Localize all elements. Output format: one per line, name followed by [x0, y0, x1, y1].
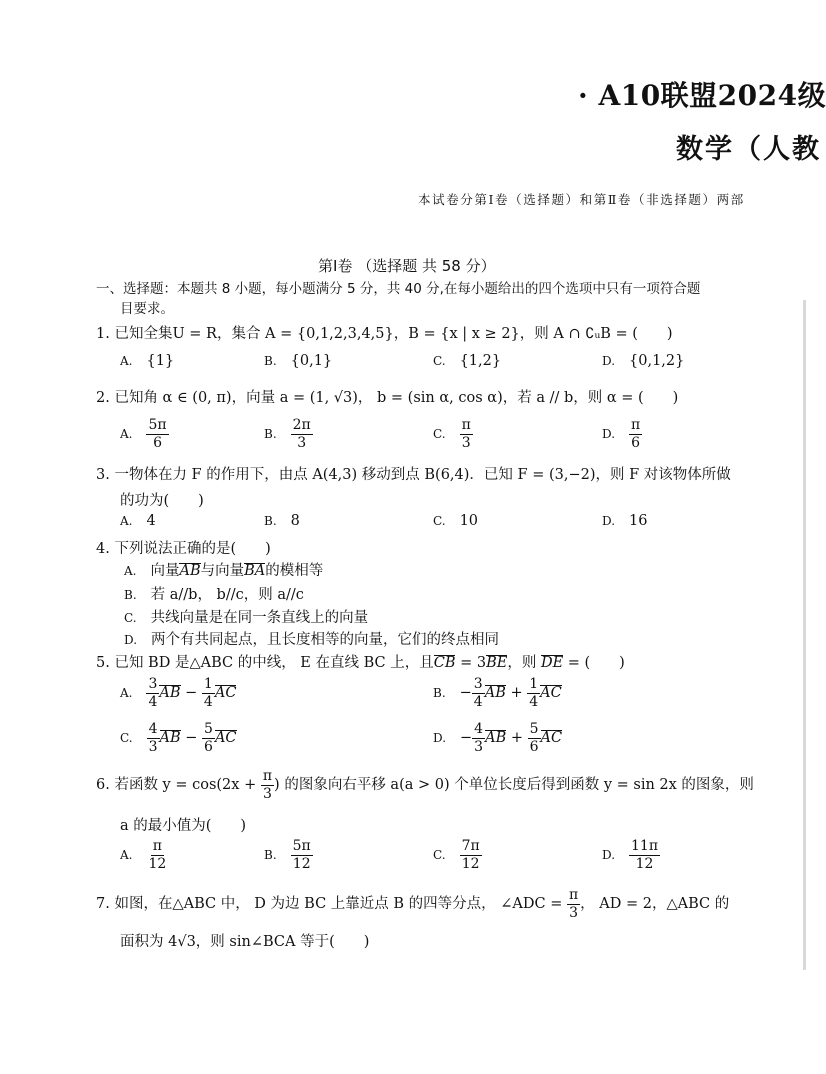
- q6-option-d: D. $\frac{11\pi}{12}$: [602, 838, 659, 872]
- q1-option-b: B. {0,1}: [264, 353, 333, 369]
- section-title: 第Ⅰ卷 （选择题 共 58 分）: [318, 257, 496, 275]
- page-edge-shadow: [803, 300, 806, 970]
- q6-option-c: C. $\frac{7\pi}{12}$: [433, 838, 480, 872]
- question-7-cont: 面积为 4√3，则 sin∠BCA 等于( ): [120, 934, 370, 950]
- part-instruction: 一、选择题：本题共 8 小题，每小题满分 5 分，共 40 分,在每小题给出的四个选项中只有一项符合题: [96, 281, 701, 297]
- q3-option-c: C. 10: [433, 513, 479, 529]
- question-5: 5. 已知 BD 是△ABC 的中线， E 在直线 BC 上，且CB = 3BE，则 DE = ( ): [96, 655, 625, 671]
- q2-option-d: D. $\frac{\pi}{6}$: [602, 417, 641, 451]
- q4-option-b: B. 若 a//b， b//c，则 a//c: [124, 587, 304, 603]
- q6-option-a: A. $\frac{\pi}{12}$: [120, 838, 167, 872]
- question-6: 6. 若函数 y = cos(2x + $\frac{\pi}{3}$ ) 的图象向右平移 a(a > 0) 个单位长度后得到函数 y = sin 2x 的图象，则: [96, 768, 754, 802]
- exam-note: 本试卷分第Ⅰ卷（选择题）和第Ⅱ卷（非选择题）两部: [418, 192, 745, 207]
- q3-option-b: B. 8: [264, 513, 300, 529]
- q6-option-b: B. $\frac{5\pi}{12}$: [264, 838, 311, 872]
- q5-option-d: D. − $\frac{4}{3}$ AB + $\frac{5}{6}$ AC: [433, 721, 563, 755]
- question-4: 4. 下列说法正确的是( ): [96, 541, 271, 557]
- question-2: 2. 已知角 α ∈ (0, π)，向量 a = (1, √3)， b = (sin α, cos α)，若 a // b，则 α = ( ): [96, 390, 679, 406]
- q5-option-b: B. − $\frac{3}{4}$ AB + $\frac{1}{4}$ AC: [433, 676, 562, 710]
- question-3: 3. 一物体在力 F 的作用下，由点 A(4,3) 移动到点 B(6,4)．已知 F = (3,−2)，则 F 对该物体所做: [96, 467, 731, 483]
- q5-option-c: C. $\frac{4}{3}$ AB − $\frac{5}{6}$ AC: [120, 721, 237, 755]
- question-3-cont: 的功为( ): [120, 493, 204, 509]
- q1-option-a: A. {1}: [120, 353, 175, 369]
- q5-option-a: A. $\frac{3}{4}$ AB − $\frac{1}{4}$ AC: [120, 676, 237, 710]
- exam-subject: 数学（人教: [676, 134, 821, 165]
- question-7: 7. 如图，在△ABC 中， D 为边 BC 上靠近点 B 的四等分点， ∠ADC = $\frac{\pi}{3}$ ， AD = 2，△ABC 的: [96, 887, 730, 921]
- exam-title: · A10联盟2024级: [578, 79, 826, 112]
- q3-option-d: D. 16: [602, 513, 648, 529]
- q1-option-c: C. {1,2}: [433, 353, 502, 369]
- q4-option-d: D. 两个有共同起点，且长度相等的向量，它们的终点相同: [124, 632, 500, 648]
- q1-option-d: D. {0,1,2}: [602, 353, 685, 369]
- question-1: 1. 已知全集U = R，集合 A = {0,1,2,3,4,5}，B = {x | x ≥ 2}，则 A ∩ ∁ᵤB = ( ): [96, 326, 673, 342]
- q2-option-c: C. $\frac{\pi}{3}$: [433, 417, 471, 451]
- q2-option-a: A. $\frac{5\pi}{6}$: [120, 417, 167, 451]
- question-6-cont: a 的最小值为( ): [120, 818, 247, 834]
- q4-option-c: C. 共线向量是在同一条直线上的向量: [124, 610, 369, 626]
- q3-option-a: A. 4: [120, 513, 156, 529]
- q4-option-a: A. 向量AB与向量BA的模相等: [124, 563, 324, 579]
- q2-option-b: B. $\frac{2\pi}{3}$: [264, 417, 311, 451]
- part-instruction-cont: 目要求。: [120, 301, 174, 317]
